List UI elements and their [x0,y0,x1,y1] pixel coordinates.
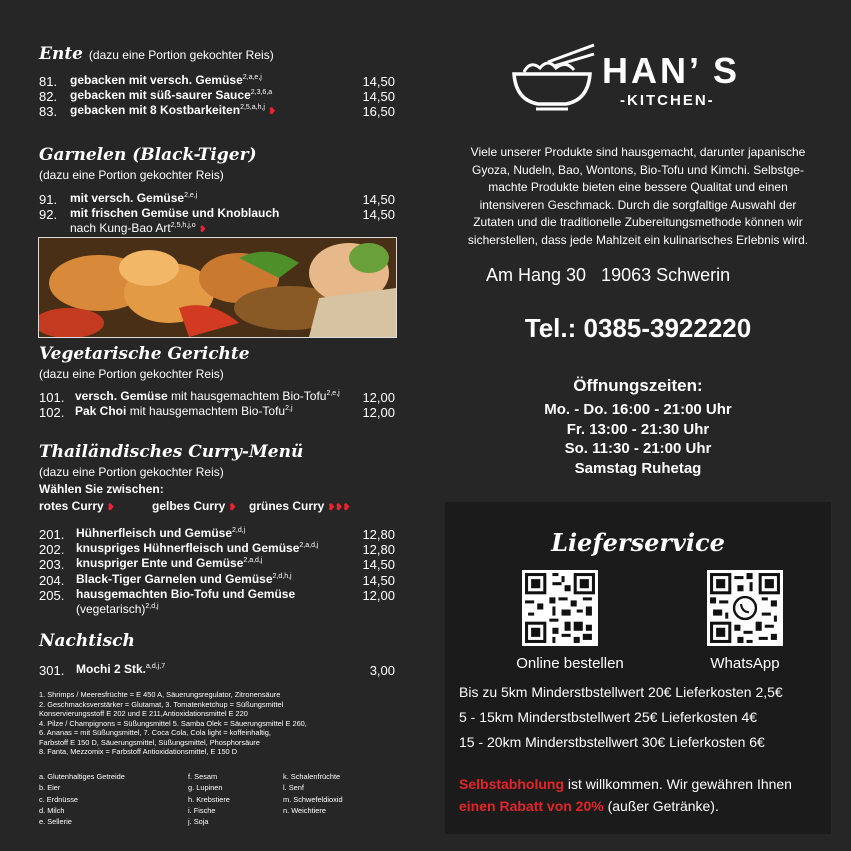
allergens-column-2: f. Sesam g. Lupinen h. Krebstiere i. Fische j. Soja [188,772,230,827]
footnote-line: Konservierungsstoff E 202 und E 211,Antioxidationsmittel E 220 [39,709,248,718]
item-name: Hühnerfleisch und Gemüse$^{2,d,j}$ [76,526,246,540]
allergens-column-1: a. Glutenhaltiges Getreide b. Eier c. Erdnüsse d. Milch e. Sellerie [39,772,125,827]
menu-item [39,191,395,207]
qr-code-icon [707,570,783,646]
menu-item [39,526,395,542]
curry-options [39,499,369,515]
discount-highlight: einen Rabatt von 20% [459,798,604,814]
item-price: 12,00 [362,390,395,405]
item-price: 14,50 [362,74,395,89]
item-price: 14,50 [362,207,395,222]
footnote-line: 1. Shrimps / Meeresfrüchte = E 450 A, Säuerungsregulator, Zitronensäure [39,690,281,699]
item-price: 12,80 [362,527,395,542]
qr-code-icon [522,570,598,646]
item-name: mit frischen Gemüse und Knoblauch [70,206,280,220]
footnote-line: 6. Ananas = mit Süßungsmittel, 7. Coca Cola, Cola light = koffeinhaltig, [39,728,271,737]
item-price: 14,50 [362,573,395,588]
item-name: Pak Choi mit hausgemachtem Bio-Tofu$^{2,j}$ [75,404,293,418]
item-name: knuspriger Ente und Gemüse$^{2,a,d,j}$ [76,556,263,570]
delivery-rule: 15 - 20km Minderstbstellwert 30€ Lieferkosten 6€ [459,734,765,750]
chili-icon: ❥ [199,224,207,234]
menu-item [39,389,395,405]
footnote-line: Farbstoff E 150 D, Säuerungsmittel, Süßungsmittel, Phosphorsäure [39,737,260,747]
garnelen-note: (dazu eine Portion gekochter Reis) [39,168,224,182]
item-name: Black-Tiger Garnelen und Gemüse$^{2,d,h,j}$ [76,572,292,586]
item-subline: nach Kung-Bao Art$^{2,5,h,j,o}$ ❥ [70,221,207,235]
section-title-ente [39,44,274,64]
item-price: 12,00 [362,588,395,603]
item-number: 301. [39,663,65,678]
item-number: 83. [39,104,58,119]
item-price: 14,50 [362,192,395,207]
item-number: 91. [39,192,58,207]
menu-item [39,587,395,617]
phone-number[interactable]: Tel.: 0385-3922220 [524,313,752,343]
item-number: 92. [39,207,58,222]
delivery-panel [445,502,831,834]
allergens-column-3: k. Schalenfrüchte l. Senf m. Schwefeldioxid n. Weichtiere [283,772,343,815]
menu-item [39,572,395,588]
intro-text: Viele unserer Produkte sind hausgemacht, darunter japanische Gyoza, Nudeln, Bao, Wontons, Bio-Tofu und Kimchi. Selbstge- machte Produkte bieten eine bessere Qualitat und einen intensiveren Geschmack. Durch die sorgfaltige Auswahl der Zutaten und die traditionelle Zubereitungsmethode können wir sicherstellen, dass jede Mahlzeit ein kulinarisches Erlebnis wird. [467,145,809,247]
item-price: 3,00 [369,663,395,678]
item-subline: (vegetarisch)$^{2,d,j}$ [76,602,159,616]
food-photo-illustration [39,238,396,337]
delivery-rule: 5 - 15km Minderstbstellwert 25€ Lieferkosten 4€ [459,709,758,725]
menu-item [39,556,395,572]
item-price: 16,50 [362,104,395,119]
menu-item [39,88,395,104]
delivery-rules [459,680,783,755]
item-name: gebacken mit versch. Gemüse$^{2,a,e,j}$ [70,73,262,87]
menu-item [39,206,395,236]
menu-item [39,541,395,557]
footnote-line: 4. Pilze / Champignons = Süßungsmittel 5. Samba Olek = Säuerungsmittel E 260, [39,718,307,728]
food-photo [38,237,397,338]
noodle-bowl-logo-icon [510,42,595,112]
address: Am Hang 30 19063 Schwerin [486,265,731,285]
item-name: mit versch. Gemüse$^{2,e,j}$ [70,191,198,205]
menu-item [39,103,395,119]
curry-option-green: grünes Curry ❥❥❥ [249,499,351,513]
item-number: 202. [39,542,65,557]
curry-option-yellow: gelbes Curry ❥ [152,499,237,513]
whatsapp-qr-code[interactable] [707,570,783,646]
section-title-nachtisch: Nachtisch [39,631,135,651]
item-number: 101. [39,390,65,405]
online-order-label[interactable]: Online bestellen [516,655,624,672]
item-name: hausgemachten Bio-Tofu und Gemüse [76,587,296,601]
item-name: gebacken mit 8 Kostbarkeiten$^{2,5,a,h,j}$ ❥ [70,103,276,117]
section-title-garnelen: Garnelen (Black-Tiger) [39,145,257,165]
footnote-line: 2. Geschmacksverstärker = Glutamat, 3. Tomatenketchup = Süßungsmittel [39,699,284,709]
item-price: 12,80 [362,542,395,557]
ente-title: Ente [39,44,83,64]
menu-item [39,404,395,420]
whatsapp-label[interactable]: WhatsApp [710,655,780,672]
vegetarisch-note: (dazu eine Portion gekochter Reis) [39,367,224,381]
delivery-title: Lieferservice [551,528,725,557]
menu-item [39,662,395,678]
item-price: 12,00 [362,405,395,420]
item-name: Mochi 2 Stk.$^{a,d,j,7}$ [76,662,166,676]
item-number: 204. [39,573,65,588]
menu-item [39,73,395,89]
curry-note: (dazu eine Portion gekochter Reis) [39,465,224,479]
item-price: 14,50 [362,89,395,104]
chili-icon: ❥ [107,502,115,512]
section-title-vegetarisch: Vegetarische Gerichte [39,344,250,364]
item-number: 102. [39,405,65,420]
item-name: gebacken mit süß-saurer Sauce$^{2,3,6,a}$ [70,88,273,102]
brand-subtitle: -KITCHEN- [620,92,715,109]
additives-footnotes [39,690,399,757]
delivery-rule: Bis zu 5km Minderstbstellwert 20€ Lieferkosten 2,5€ [459,684,783,700]
footnote-line: 8. Fanta, Mezzomix = Farbstoff Antioxidationsmittel, E 150 D [39,747,238,756]
chili-icon: ❥ [268,106,276,116]
online-order-qr-code[interactable] [522,570,598,646]
item-name: knuspriges Hühnerfleisch und Gemüse$^{2,a,d,j}$ [76,541,319,555]
item-name: versch. Gemüse mit hausgemachtem Bio-Tofu$^{2,e,j}$ [75,389,340,403]
chili-icon: ❥❥❥ [327,502,351,512]
opening-hours: Mo. - Do. 16:00 - 21:00 Uhr Fr. 13:00 - 21:30 Uhr So. 11:30 - 21:00 Uhr Samstag Ruhetag [544,401,732,477]
pickup-discount-note: Selbstabholung ist willkommen. Wir gewähren Ihnen einen Rabatt von 20% (außer Getränke). [459,776,792,814]
item-number: 82. [39,89,58,104]
pickup-highlight: Selbstabholung [459,776,564,792]
section-title-curry: Thailändisches Curry-Menü [39,442,304,462]
curry-option-red: rotes Curry ❥ [39,499,115,513]
ente-note: (dazu eine Portion gekochter Reis) [88,48,274,62]
item-number: 205. [39,588,65,603]
brand-name: HAN’ S [602,50,741,91]
item-number: 81. [39,74,58,89]
hours-title: Öffnungszeiten: [573,376,703,395]
item-price: 14,50 [362,557,395,572]
item-number: 201. [39,527,65,542]
curry-choose: Wählen Sie zwischen: [39,482,164,496]
chili-icon: ❥ [228,502,237,512]
item-number: 203. [39,557,65,572]
